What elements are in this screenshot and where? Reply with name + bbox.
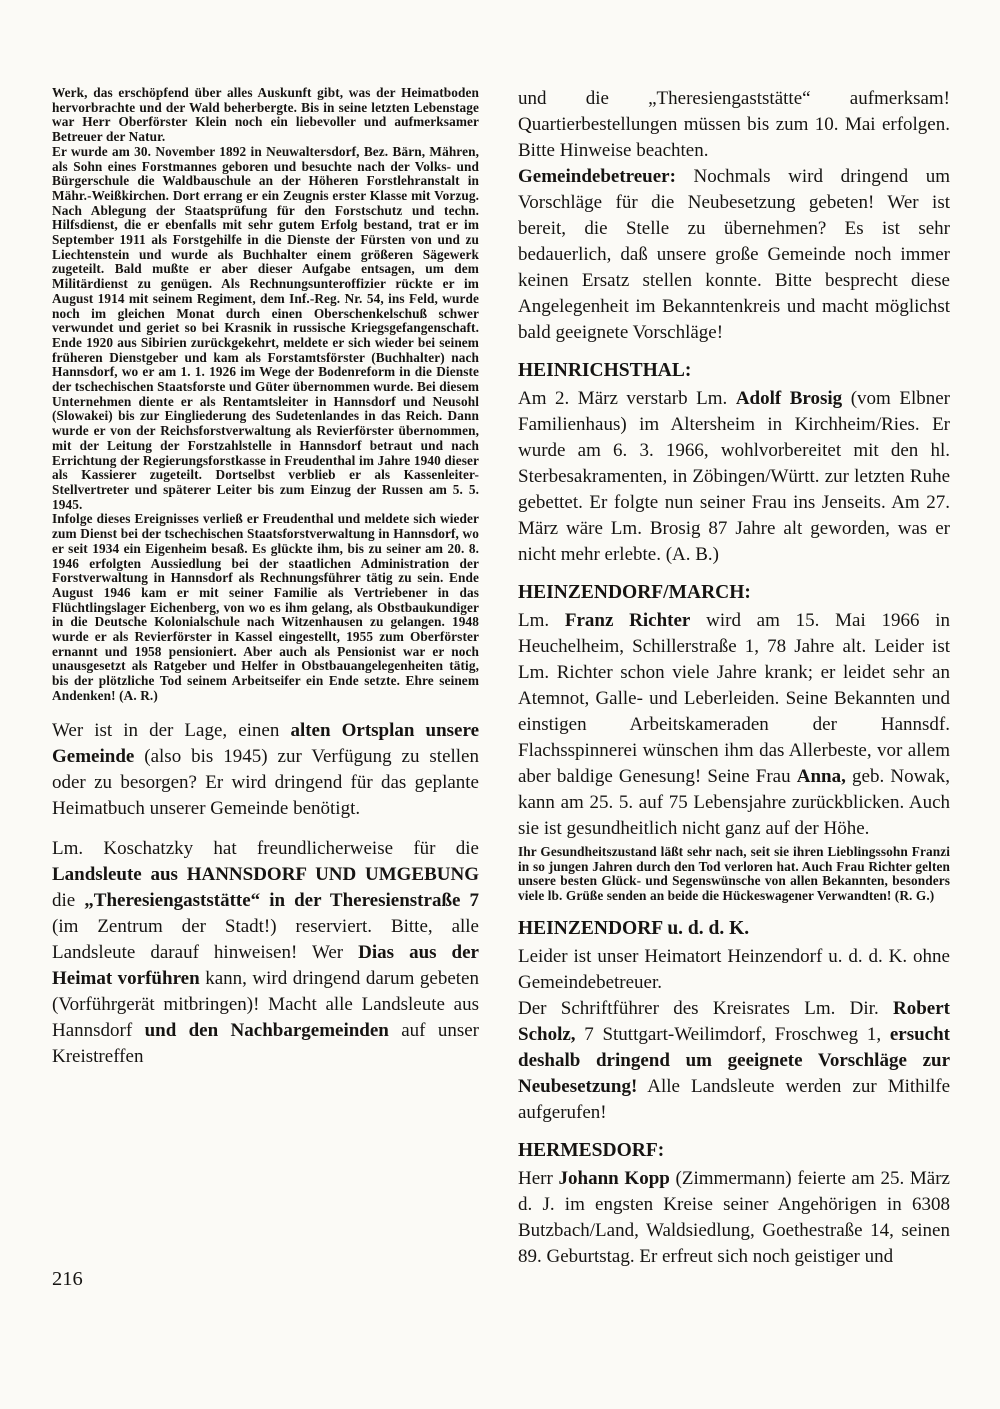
text-segment: Landsleute aus HANNSDORF UND UMGEBUNG xyxy=(52,863,479,885)
text-segment: Am 2. März verstarb Lm. xyxy=(518,388,736,409)
text-segment: Wer ist in der Lage, einen xyxy=(52,719,291,741)
text-segment: Der Schriftführer des Kreisrates Lm. Dir. xyxy=(518,997,894,1019)
heinzendorf-small-note: Ihr Gesundheitszustand läßt sehr nach, seit sie ihren Lieblingssohn Franzi in so jungen Jahren durch den Tod verloren hat. Auch Frau Richter gelten unsere besten Glück- und Segenswünsche von allen Bekannten, besonders viele lb. Grüße senden an beide die Hückeswagener Verwandten! (R. G.) xyxy=(518,844,950,904)
section-heading-heinzendorf-k: HEINZENDORF u. d. d. K. xyxy=(518,917,750,939)
text-segment: 7 Stuttgart-Weilimdorf, Froschweg 1, xyxy=(575,1023,890,1045)
text-segment: (im Zentrum der Stadt!) reserviert. Bitte, alle Landsleute darauf hinweisen! Wer xyxy=(52,915,479,963)
text-segment: Adolf Brosig xyxy=(735,388,843,409)
text-segment: Robert Scholz, xyxy=(518,997,950,1045)
hermesdorf-paragraph xyxy=(518,1166,950,1270)
section-heading-heinrichsthal: HEINRICHSTHAL: xyxy=(518,360,692,381)
section-heading-heinzendorf-march: HEINZENDORF/MARCH: xyxy=(518,582,751,603)
text-segment: wird am 15. Mai 1966 in Heuchelheim, Schillerstraße 1, 78 Jahre alt. Leider ist Lm. Richter schon viele Jahre krank; er leidet sehr an Atemnot, Galle- und Leberleiden. Seine Bekannten und einstigen Arbeitskameraden der Hannsdf. Flachsspinnerei wünschen ihm das Allerbeste, vor allem aber baldige Genesung! Seine Frau xyxy=(518,610,951,787)
heinzendorf-k-call-paragraph xyxy=(518,996,950,1126)
two-column-layout xyxy=(52,86,950,1270)
text-segment: kann, wird dringend darum gebeten (Vorführgerät mitbringen)! Macht alle Landsleute aus Hannsdorf xyxy=(52,967,479,1041)
text-segment: geb. Nowak, kann am 25. 5. auf 75 Lebensjahre zurückblicken. Auch sie ist gesundheitlich nicht ganz auf der Höhe. xyxy=(518,766,951,839)
heinzendorf-k-intro-paragraph: Leider ist unser Heimatort Heinzendorf u. d. d. K. ohne Gemeindebetreuer. xyxy=(518,945,950,993)
text-segment: (Zimmermann) feierte am 25. März d. J. im engsten Kreise seiner Angehörigen in 6308 Butzbach/Land, Waldsiedlung, Goethestraße 14, seinen 89. Geburtstag. Er erfreut sich noch geistiger und xyxy=(518,1167,950,1267)
section-heading-hermesdorf: HERMESDORF: xyxy=(518,1139,665,1161)
text-segment: Johann Kopp xyxy=(558,1167,670,1189)
text-segment: auf unser Kreistreffen xyxy=(52,1019,479,1067)
obituary-paragraph: Infolge dieses Ereignisses verließ er Freudenthal und meldete sich wieder zum Dienst bei der tschechischen Staatsforstverwaltung in Hannsdorf, wo er seit 1934 ein Eigenheim besaß. Es glückte ihm, bis zu seiner am 20. 8. 1946 erfolgten Aussiedlung bei der staatlichen Administration der Forstverwaltung in Hannsdorf als Rechnungsführer tätig zu sein. Ende August 1946 kam er mit seiner Familie als Vertriebener in das Flüchtlingslager Eichenberg, von wo es ihm gelang, als Obstbaukundiger in die Deutsche Kolonialschule nach Witzenhausen zu gelangen. 1948 wurde er als Revierförster in Kassel eingestellt, 1955 zum Oberförster ernannt und 1958 pensioniert. Aber auch als Pensionist war er noch unausgesetzt als Ratgeber und Helfer in Obstbauangelegenheiten tätig, bis der plötzliche Tod seinem Arbeitseifer ein Ende setzte. Ehre seinem Andenken! (A. R.) xyxy=(52,511,479,703)
left-column xyxy=(52,86,479,1270)
text-segment: (also bis 1945) zur Verfügung zu stellen oder zu besorgen? Er wird dringend für das geplante Heimatbuch unserer Gemeinde benötigt. xyxy=(52,745,479,819)
text-segment: Herr xyxy=(518,1167,559,1189)
text-segment: Lm. xyxy=(518,610,565,631)
notice-ortsplan-paragraph xyxy=(52,718,479,822)
text-segment: (vom Elbner Familienhaus) im Altersheim in Kirchheim/Ries. Er wurde am 6. 3. 1966, wohlvorbereitet mit den hl. Sterbesakramenten, in Zöbingen/Württ. zur letzten Ruhe gebettet. Er folgte nun seiner Frau ins Jenseits. Am 27. März wäre Lm. Brosig 87 Jahre alt geworden, was er nicht mehr erlebte. (A. B.) xyxy=(518,388,950,565)
obituary-paragraph: Er wurde am 30. November 1892 in Neuwaltersdorf, Bez. Bärn, Mähren, als Sohn eines Forstmannes geboren und besuchte nach der Volks- und Bürgerschule die Waldbauschule an der Höheren Forstlehranstalt in Mähr.-Weißkirchen. Dort errang er ein Zeugnis erster Klasse mit Vorzug. Nach Ablegung der Staatsprüfung für den Forstschutz und techn. Hilfsdienst, die er ebenfalls mit sehr gutem Erfolg bestand, trat er im September 1911 als Forstgehilfe in die Dienste der Fürsten von und zu Liechtenstein und wurde als Buchhalter einem größeren Sägewerk zugeteilt. Bald mußte er aber dieser Aufgabe entsagen, um dem Militärdienst zu genügen. Als Rechnungsunteroffizier rückte er im August 1914 mit seinem Regiment, dem Inf.-Reg. Nr. 54, ins Feld, wurde noch im gleichen Monat durch einen Oberschenkelschuß schwer verwundet und geriet so bei Krasnik in russische Kriegsgefangenschaft. Ende 1920 aus Sibirien zurückgekehrt, meldete er sich wieder bei seinem früheren Dienstgeber und kam als Forstamtsförster (Buchhalter) nach Hannsdorf, wo er am 1. 1. 1926 im Wege der Bodenreform in die Dienste der tschechischen Staatsforste und Güter übernommen wurde. Bei diesem Unternehmen diente er als Rentamtsleiter in Hannsdorf und Neusohl (Slowakei) bis zur Eingliederung des Sudetenlandes in das Reich. Dann wurde er von der Reichsforstverwaltung als Revierförster übernommen, mit der Leitung der Forstzahlstelle in Hannsdorf betraut und nach Errichtung der Regierungsforstkasse in Freudenthal im Jahre 1940 dieser als Kassierer zugeteilt. Dortselbst verblieb er als Kassenleiter-Stellvertreter und späterer Leiter bis zum Einzug der Russen am 5. 5. 1945. xyxy=(52,143,479,512)
text-segment: Anna, xyxy=(796,766,846,787)
obituary-paragraph: Werk, das erschöpfend über alles Auskunft gibt, was der Heimatboden hervorbrachte und der Wald beherbergte. Bis in seine letzten Lebenstage war Herr Oberförster Klein noch ein liebevoller und aufmerksamer Betreuer der Natur. xyxy=(52,85,479,145)
text-segment: Lm. Koschatzky hat freundlicherweise für die xyxy=(52,837,479,859)
text-segment: Gemeindebetreuer: xyxy=(518,166,676,187)
heinzendorf-march-paragraph xyxy=(518,608,950,842)
text-segment: Nochmals wird dringend um Vorschläge für die Neubesetzung gebeten! Wer ist bereit, die Stelle zu übernehmen? Es ist sehr bedauerlich, daß unsere große Gemeinde noch immer keinen Ersatz stellen konnte. Bitte besprecht diese Angelegenheit im Bekanntenkreis und macht möglichst bald geeignete Vorschläge! xyxy=(518,166,950,343)
page-number: 216 xyxy=(52,1268,83,1290)
text-segment: ersucht deshalb dringend um geeignete Vorschläge zur Neubesetzung! xyxy=(518,1023,950,1097)
right-column xyxy=(518,86,950,1270)
continuation-paragraph: und die „Theresiengaststätte“ aufmerksam! Quartierbestellungen müssen bis zum 10. Mai erfolgen. Bitte Hinweise beachten. xyxy=(518,88,950,161)
text-segment: und den Nachbargemeinden xyxy=(144,1019,389,1041)
text-segment: Alle Landsleute werden zur Mithilfe aufgerufen! xyxy=(518,1075,950,1123)
obituary-text-block xyxy=(52,86,479,704)
text-segment: Dias aus der Heimat vorführen xyxy=(52,941,479,989)
text-segment: „Theresiengaststätte“ in der Theresienstraße 7 xyxy=(84,889,479,911)
text-segment: Franz Richter xyxy=(564,610,691,631)
gemeindebetreuer-paragraph xyxy=(518,164,950,346)
text-segment: alten Ortsplan unsere Gemeinde xyxy=(52,719,480,767)
heinrichsthal-paragraph xyxy=(518,386,950,568)
notice-kreistreffen-paragraph xyxy=(52,836,479,1070)
text-segment: die xyxy=(52,889,85,911)
